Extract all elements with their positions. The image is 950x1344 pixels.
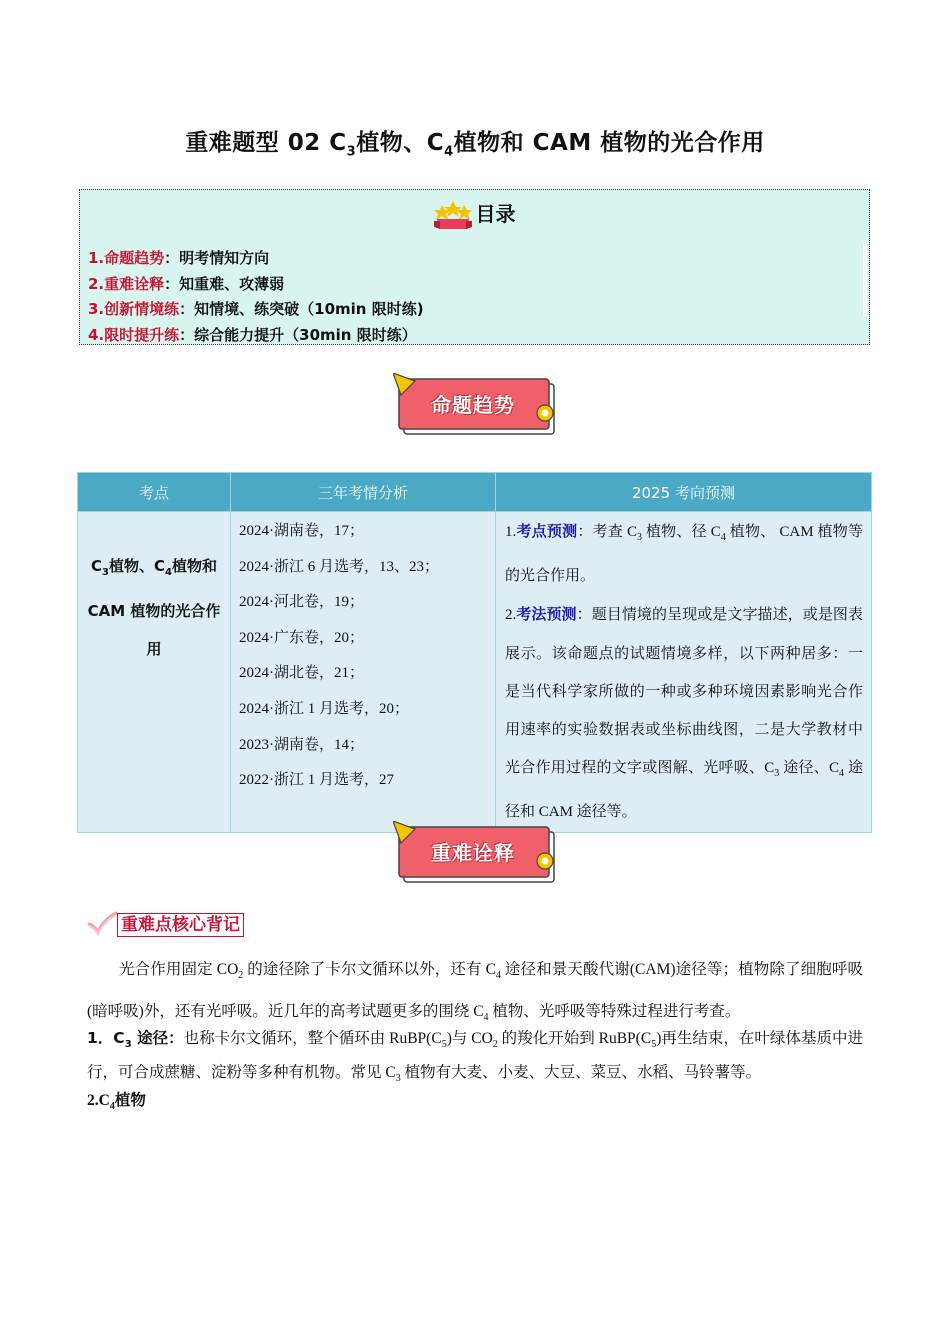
list-item: 2024·湖南卷，17； <box>239 523 364 539</box>
prediction-cell <box>496 512 872 833</box>
table-header-analysis: 三年考情分析 <box>231 473 496 512</box>
prediction-method: 2.考法预测：题目情境的呈现或是文字描述，或是图表展示。该命题点的试题情境多样，以下两种居多：一是当代科学家所做的一种或多种环境因素影响光合作用速率的实验数据表或坐标曲线图，二是大学教材中光合作用过程的文字或图解、光呼吸、$C_3$ 途径、$C_4$ 途径和 CAM 途径等。 <box>505 605 863 821</box>
list-item: 2024·广东卷，20； <box>239 629 364 646</box>
c4-plants-heading: $2.C_4$植物 <box>87 1092 146 1113</box>
table-header-prediction: 2025 考向预测 <box>496 473 872 512</box>
c3-pathway-paragraph: 1．$C_3$ 途径：也称卡尔文循环，整个循环由 $RuBP(C_5)$与 $CO_2$ 的羧化开始到 $RuBP(C_5)$再生结束，在叶绿体基质中进行，可合成蔗糖、淀粉等多种有机物。常见 $C_3$ 植物有大麦、小麦、大豆、菜豆、水稻、马铃薯等。 <box>87 1029 863 1084</box>
prediction-point: 1.考点预测：考查 $C_3$ 植物、径 $C_4$ 植物、 CAM 植物等的光合作用。 <box>505 522 863 585</box>
toc-heading: 目录 <box>80 198 869 231</box>
list-item: 2024·湖北卷，21； <box>239 665 364 682</box>
topic-cell: $C_3$植物、$C_4$植物和 CAM 植物的光合作用 <box>78 512 231 833</box>
toc-edge-divider <box>863 244 867 316</box>
section-badge-key-points: 重难诠释 <box>393 821 563 889</box>
exam-analysis-table <box>77 472 872 833</box>
list-item: 2024·浙江 1 月选考，20； <box>239 700 409 717</box>
years-cell <box>231 512 496 833</box>
list-item: 2022·浙江 1 月选考，27 <box>239 772 394 789</box>
table-of-contents <box>79 189 870 345</box>
toc-item-4[interactable]: 4.限时提升练：综合能力提升（30min 限时练） <box>88 325 417 344</box>
intro-paragraph: 光合作用固定 $CO_2$ 的途径除了卡尔文循环以外，还有 $C_4$ 途径和景天酸代谢(CAM)途径等；植物除了细胞呼吸(暗呼吸)外，还有光呼吸。近几年的高考试题更多的围绕 $C_4$ 植物、光呼吸等特殊过程进行考查。 <box>87 961 863 1024</box>
list-item: 2023·湖南卷，14； <box>239 736 364 753</box>
checkmark-icon <box>87 910 117 938</box>
toc-item-1[interactable]: 1.命题趋势：明考情知方向 <box>88 249 270 267</box>
table-header-topic: 考点 <box>78 473 231 512</box>
list-item: 2024·河北卷，19； <box>239 594 364 611</box>
list-item: 2024·浙江 6 月选考，13、23； <box>239 558 439 575</box>
page-title: 重难题型 02 $C_3$植物、$C_4$植物和 CAM 植物的光合作用 <box>185 130 765 160</box>
trophy-ribbon-icon <box>434 201 472 231</box>
toc-item-3[interactable]: 3.创新情境练：知情境、练突破（10min 限时练) <box>88 300 424 318</box>
table-row <box>78 512 872 833</box>
toc-item-2[interactable]: 2.重难诠释：知重难、攻薄弱 <box>88 274 285 293</box>
section-badge-trend: 命题趋势 <box>393 373 563 441</box>
